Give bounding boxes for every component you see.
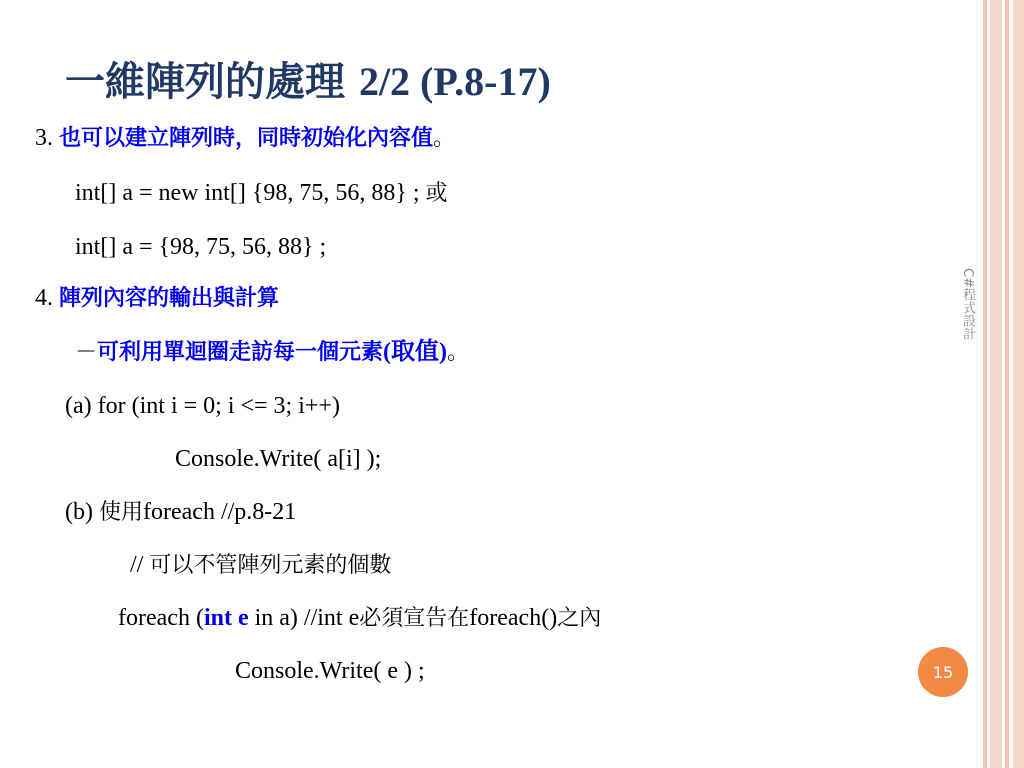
comment-text: 可以不管陣列元素的個數: [149, 553, 392, 578]
code-suffix: 或: [425, 181, 448, 206]
fe-cjk1: 必須宣告在: [359, 606, 470, 631]
note-punct: 。: [447, 340, 470, 365]
item-number: 4.: [35, 285, 53, 311]
title-number: 2/2 (P.8-17): [358, 59, 551, 104]
item-text: 陣列內容的輸出與計算: [59, 286, 280, 311]
item-text: 也可以建立陣列時，同時初始化內容值: [59, 126, 434, 151]
code-line-1: [75, 178, 448, 209]
comment-line: [130, 550, 391, 581]
item-number: 3.: [35, 125, 53, 151]
code-line-2: int[] a = {98, 75, 56, 88} ;: [75, 234, 327, 260]
note-paren: (取值): [383, 339, 448, 365]
fe-mid: in a) //int e: [248, 605, 360, 631]
item-punct: 。: [433, 126, 456, 151]
foreach-line: [118, 603, 601, 634]
fe-var: int e: [203, 605, 249, 631]
b-rest: foreach //p.8-21: [143, 499, 297, 525]
for-loop-body: Console.Write( a[i] );: [175, 446, 382, 472]
decorative-stripe: [1005, 0, 1009, 768]
foreach-body: Console.Write( e ) ;: [235, 658, 425, 684]
page-number-badge: [918, 647, 968, 697]
note-dash: －: [75, 340, 98, 365]
b-cjk: 使用: [98, 500, 143, 525]
fe-cjk2: 之內: [557, 606, 602, 631]
item-4: [35, 283, 279, 314]
title-text: 一維陣列的處理: [65, 59, 345, 105]
slide-title: [65, 50, 551, 107]
page-number: 15: [932, 662, 954, 682]
item-3: [35, 123, 455, 154]
foreach-intro: [65, 497, 296, 528]
decorative-stripe: [1013, 0, 1024, 768]
decorative-stripe: [983, 0, 987, 768]
traverse-note: [75, 337, 469, 368]
course-label: C#程式設計: [960, 268, 975, 340]
decorative-stripe: [990, 0, 1002, 768]
fe-start: foreach (: [118, 605, 204, 631]
for-loop-line: (a) for (int i = 0; i <= 3; i++): [65, 393, 340, 419]
note-text: 可利用單迴圈走訪每一個元素: [97, 340, 384, 365]
code-text: int[] a = new int[] {98, 75, 56, 88} ;: [75, 180, 420, 206]
b-prefix: (b): [65, 499, 93, 525]
comment-slash: //: [130, 552, 144, 578]
fe-fn: foreach(): [469, 605, 558, 631]
